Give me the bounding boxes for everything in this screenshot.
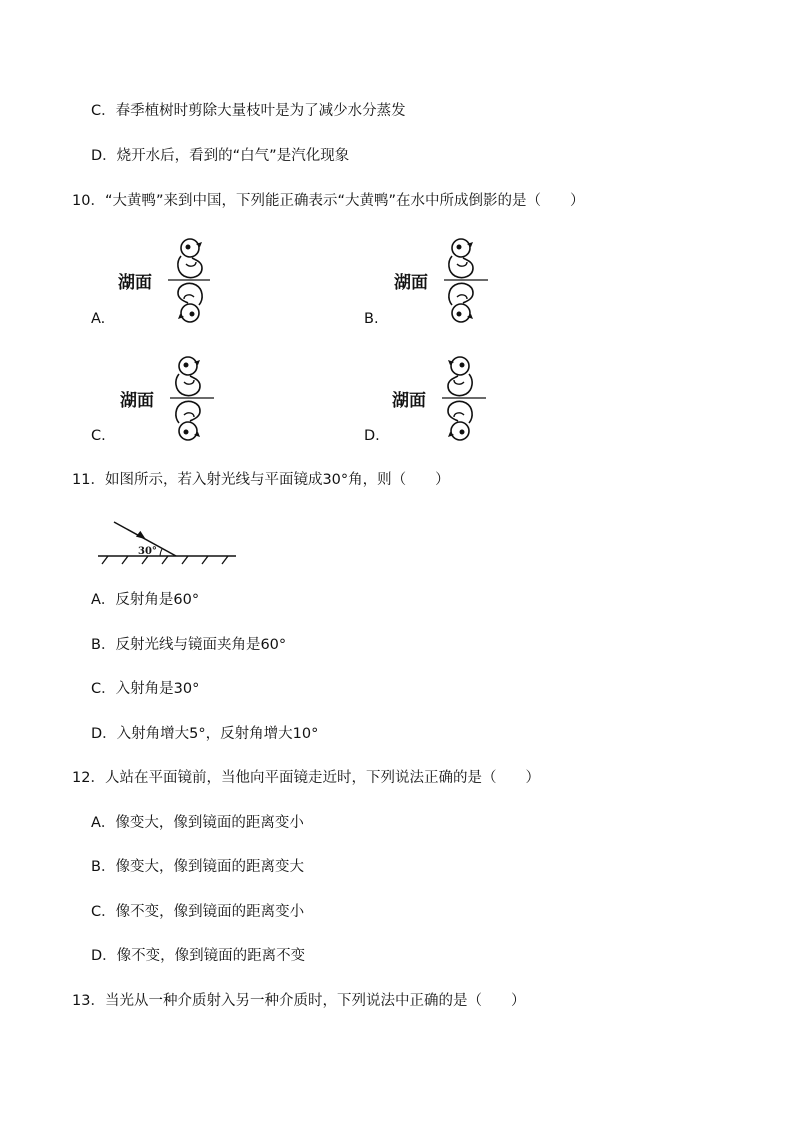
q11-stem: 11．如图所示，若入射光线与平面镜成30°角，则（ ） — [72, 472, 450, 488]
q10-stem: 10．“大黄鸭”来到中国，下列能正确表示“大黄鸭”在水中所成倒影的是（ ） — [72, 193, 585, 209]
q11-option-d: D．入射角增大5°，反射角增大10° — [91, 726, 319, 742]
angle-label: 30° — [138, 546, 157, 557]
q10-figure-b — [388, 228, 498, 328]
q11-option-c: C．入射角是30° — [91, 681, 200, 697]
q10-option-c-label: C. — [91, 428, 106, 444]
q10-option-a-label: A. — [91, 311, 106, 327]
q10-figure-c — [116, 346, 226, 446]
q12-option-d: D．像不变，像到镜面的距离不变 — [91, 948, 306, 964]
lake-label-c: 湖面 — [120, 391, 154, 411]
q12-option-c: C．像不变，像到镜面的距离变小 — [91, 904, 305, 920]
q10-figure-d — [388, 346, 498, 446]
q9-option-d: D．烧开水后，看到的“白气”是汽化现象 — [91, 148, 350, 164]
q10-option-d-label: D. — [364, 428, 380, 444]
duck-icon-a-top — [178, 239, 202, 278]
ray-arrow-icon — [136, 531, 147, 540]
duck-icon-a-bottom — [178, 283, 202, 322]
q11-option-a: A．反射角是60° — [91, 592, 200, 608]
q11-option-b: B．反射光线与镜面夹角是60° — [91, 637, 287, 653]
q10-option-b-label: B. — [364, 311, 379, 327]
lake-label-b: 湖面 — [394, 273, 428, 293]
duck-icon-b-bottom — [449, 283, 473, 322]
lake-label-d: 湖面 — [392, 391, 426, 411]
q12-option-a: A．像变大，像到镜面的距离变小 — [91, 815, 304, 831]
q12-stem: 12．人站在平面镜前，当他向平面镜走近时，下列说法正确的是（ ） — [72, 770, 540, 786]
duck-icon-b-top — [449, 239, 473, 278]
q9-option-c: C．春季植树时剪除大量枝叶是为了减少水分蒸发 — [91, 103, 406, 119]
duck-icon-c-top — [176, 357, 200, 396]
mirror-hatching — [102, 556, 228, 564]
lake-label-a: 湖面 — [118, 273, 152, 293]
q11-mirror-diagram — [94, 516, 242, 566]
q13-stem: 13．当光从一种介质射入另一种介质时，下列说法中正确的是（ ） — [72, 993, 526, 1009]
duck-icon-c-bottom — [176, 401, 200, 440]
q12-option-b: B．像变大，像到镜面的距离变大 — [91, 859, 304, 875]
duck-icon-d-top — [448, 357, 472, 396]
duck-icon-d-bottom — [448, 401, 472, 440]
q10-figure-a — [110, 228, 220, 328]
angle-arc — [160, 549, 162, 556]
